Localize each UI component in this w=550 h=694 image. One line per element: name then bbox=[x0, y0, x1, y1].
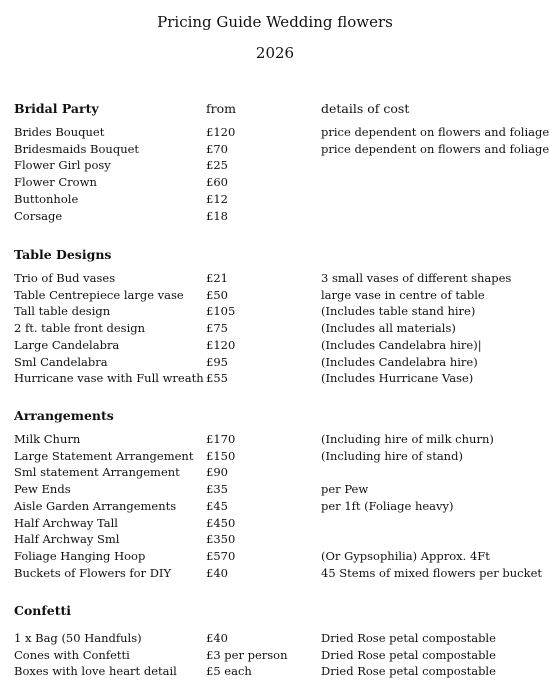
item-details: (Including hire of milk churn) bbox=[321, 432, 494, 446]
item-details: (Including hire of stand) bbox=[321, 448, 463, 463]
price-row bbox=[0, 270, 550, 286]
item-name: 2 ft. table front design bbox=[14, 321, 146, 336]
price-row bbox=[0, 531, 550, 547]
price-row bbox=[0, 287, 550, 303]
item-name: Large Statement Arrangement bbox=[14, 448, 194, 463]
item-name: Bridesmaids Bouquet bbox=[14, 141, 140, 156]
item-details: (Includes all materials) bbox=[321, 321, 456, 336]
item-name: Aisle Garden Arrangements bbox=[14, 498, 177, 513]
price-row bbox=[0, 548, 550, 564]
item-details: Dried Rose petal compostable bbox=[321, 664, 496, 679]
item-name: Sml statement Arrangement bbox=[14, 465, 180, 480]
item-details: price dependent on flowers and foliage bbox=[321, 125, 550, 139]
item-price: £55 bbox=[206, 371, 228, 386]
item-price: £35 bbox=[206, 482, 228, 497]
price-row bbox=[0, 481, 550, 497]
item-price: £150 bbox=[206, 448, 236, 463]
item-price: £50 bbox=[206, 287, 228, 302]
price-row bbox=[0, 515, 550, 531]
item-price: £25 bbox=[206, 158, 228, 173]
item-name: Large Candelabra bbox=[14, 337, 120, 352]
item-price: £40 bbox=[206, 631, 228, 645]
item-price: £60 bbox=[206, 175, 228, 190]
item-name: Boxes with love heart detail bbox=[14, 664, 177, 679]
item-price: £18 bbox=[206, 208, 228, 223]
item-name: Sml Candelabra bbox=[14, 354, 108, 369]
price-row bbox=[0, 647, 550, 663]
price-row bbox=[0, 565, 550, 581]
item-price: £45 bbox=[206, 498, 228, 513]
item-price: £170 bbox=[206, 432, 236, 446]
price-row bbox=[0, 448, 550, 464]
item-name: Tall table design bbox=[14, 304, 111, 319]
item-name: Half Archway Sml bbox=[14, 532, 120, 547]
price-row bbox=[0, 320, 550, 336]
price-row bbox=[0, 464, 550, 480]
item-price: £70 bbox=[206, 141, 228, 156]
item-price: £570 bbox=[206, 548, 236, 563]
item-details: large vase in centre of table bbox=[321, 287, 485, 302]
item-name: Trio of Bud vases bbox=[14, 271, 116, 285]
item-name: Hurricane vase with Full wreath bbox=[14, 371, 204, 386]
item-details: (Or Gypsophilia) Approx. 4Ft bbox=[321, 548, 490, 563]
item-name: Flower Girl posy bbox=[14, 158, 111, 173]
item-name: Buckets of Flowers for DIY bbox=[14, 565, 172, 580]
item-price: £40 bbox=[206, 565, 228, 580]
price-row bbox=[0, 370, 550, 386]
price-row bbox=[0, 630, 550, 646]
item-details: per 1ft (Foliage heavy) bbox=[321, 498, 454, 513]
item-name: Table Centrepiece large vase bbox=[14, 287, 184, 302]
item-price: £350 bbox=[206, 532, 236, 547]
item-name: Pew Ends bbox=[14, 482, 71, 497]
price-row bbox=[0, 141, 550, 157]
from-column-header: from bbox=[206, 101, 236, 116]
item-price: £95 bbox=[206, 354, 228, 369]
item-price: £12 bbox=[206, 191, 228, 206]
item-details: price dependent on flowers and foliage bbox=[321, 141, 550, 156]
section-heading: Arrangements bbox=[14, 408, 114, 423]
item-price: £5 each bbox=[206, 664, 252, 679]
price-row bbox=[0, 174, 550, 190]
item-details: (Includes Candelabra hire)| bbox=[321, 337, 482, 352]
item-details: Dried Rose petal compostable bbox=[321, 647, 496, 662]
section-heading: Table Designs bbox=[14, 247, 112, 262]
item-name: Half Archway Tall bbox=[14, 515, 118, 530]
item-name: Flower Crown bbox=[14, 175, 97, 190]
section-heading: Bridal Party bbox=[14, 101, 99, 116]
document-title: Pricing Guide Wedding flowers bbox=[157, 13, 393, 31]
item-name: Corsage bbox=[14, 208, 63, 223]
price-row bbox=[0, 337, 550, 353]
item-price: £75 bbox=[206, 321, 228, 336]
item-price: £3 per person bbox=[206, 647, 288, 662]
price-row bbox=[0, 157, 550, 173]
section-heading: Confetti bbox=[14, 603, 72, 618]
price-row bbox=[0, 191, 550, 207]
item-details: (Includes table stand hire) bbox=[321, 304, 476, 319]
price-row bbox=[0, 498, 550, 514]
item-details: Dried Rose petal compostable bbox=[321, 631, 496, 645]
item-details: (Includes Hurricane Vase) bbox=[321, 371, 474, 386]
item-price: £105 bbox=[206, 304, 236, 319]
item-details: 45 Stems of mixed flowers per bucket bbox=[321, 565, 543, 580]
item-details: 3 small vases of different shapes bbox=[321, 271, 512, 285]
item-name: Foliage Hanging Hoop bbox=[14, 548, 146, 563]
item-details: (Includes Candelabra hire) bbox=[321, 354, 478, 369]
price-row bbox=[0, 431, 550, 447]
item-price: £21 bbox=[206, 271, 228, 285]
item-name: Cones with Confetti bbox=[14, 647, 130, 662]
item-name: Buttonhole bbox=[14, 191, 79, 206]
price-row bbox=[0, 663, 550, 679]
price-row bbox=[0, 208, 550, 224]
item-name: 1 x Bag (50 Handfuls) bbox=[14, 631, 142, 645]
price-row bbox=[0, 354, 550, 370]
item-details: per Pew bbox=[321, 482, 369, 497]
price-row bbox=[0, 124, 550, 140]
item-name: Milk Churn bbox=[14, 432, 81, 446]
item-price: £90 bbox=[206, 465, 228, 480]
item-price: £120 bbox=[206, 125, 236, 139]
price-row bbox=[0, 303, 550, 319]
item-price: £120 bbox=[206, 337, 236, 352]
item-price: £450 bbox=[206, 515, 236, 530]
item-name: Brides Bouquet bbox=[14, 125, 105, 139]
details-column-header: details of cost bbox=[321, 101, 410, 116]
document-year: 2026 bbox=[255, 44, 295, 62]
